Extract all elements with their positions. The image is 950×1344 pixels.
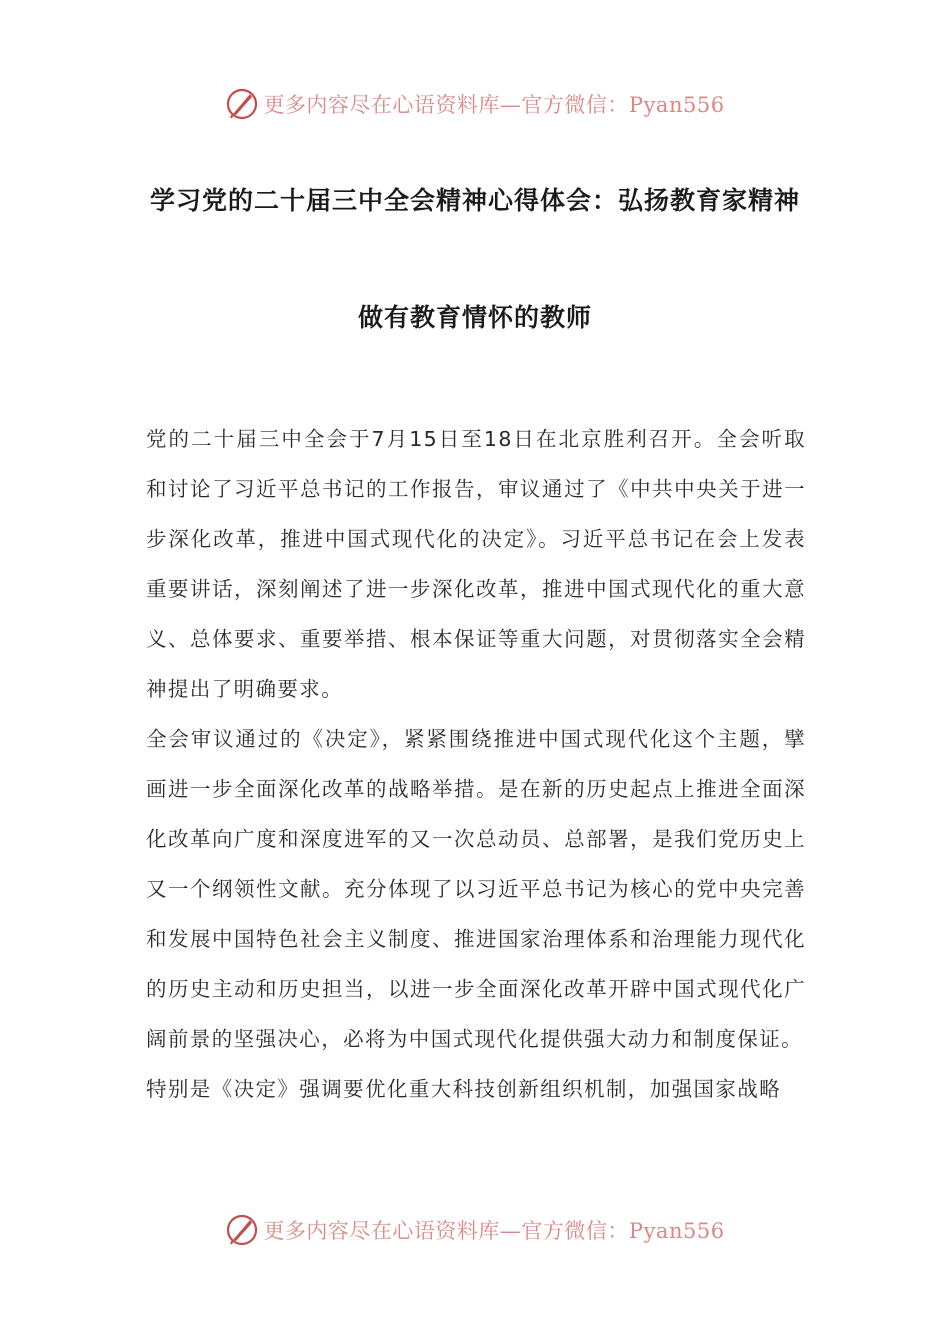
body-paragraph: 全会审议通过的《决定》，紧紧围绕推进中国式现代化这个主题，擘画进一步全面深化改革的战略举措。是在新的历史起点上推进全面深化改革向广度和深度进军的又一次总动员、总部署，是我们党历史上又一个纲领性文献。充分体现了以习近平总书记为核心的党中央完善和发展中国特色社会主义制度、推进国家治理体系和治理能力现代化的历史主动和历史担当，以进一步全面深化改革开辟中国式现代化广阔前景的坚强决心，必将为中国式现代化提供强大动力和制度保证。 bbox=[146, 727, 806, 1051]
footer-banner bbox=[0, 1210, 950, 1250]
body-paragraph: 党的二十届三中全会于7月15日至18日在北京胜利召开。全会听取和讨论了习近平总书记的工作报告，审议通过了《中共中央关于进一步深化改革，推进中国式现代化的决定》。习近平总书记在会上发表重要讲话，深刻阐述了进一步深化改革，推进中国式现代化的重大意义、总体要求、重要举措、根本保证等重大问题，对贯彻落实全会精神提出了明确要求。 bbox=[146, 427, 806, 701]
header-banner bbox=[0, 84, 950, 124]
document-title-line-2: 做有教育情怀的教师 bbox=[357, 303, 592, 332]
document-body bbox=[146, 414, 806, 1114]
body-paragraph: 特别是《决定》强调要优化重大科技创新组织机制，加强国家战略 bbox=[146, 1077, 782, 1101]
header-banner-text: 更多内容尽在心语资料库—官方微信：Pyan556 bbox=[263, 93, 725, 117]
document-title-line-1: 学习党的二十届三中全会精神心得体会：弘扬教育家精神 bbox=[149, 186, 800, 215]
footer-banner-text: 更多内容尽在心语资料库—官方微信：Pyan556 bbox=[263, 1219, 725, 1243]
quill-pen-circle-icon bbox=[225, 1213, 259, 1247]
quill-pen-circle-icon bbox=[225, 87, 259, 121]
